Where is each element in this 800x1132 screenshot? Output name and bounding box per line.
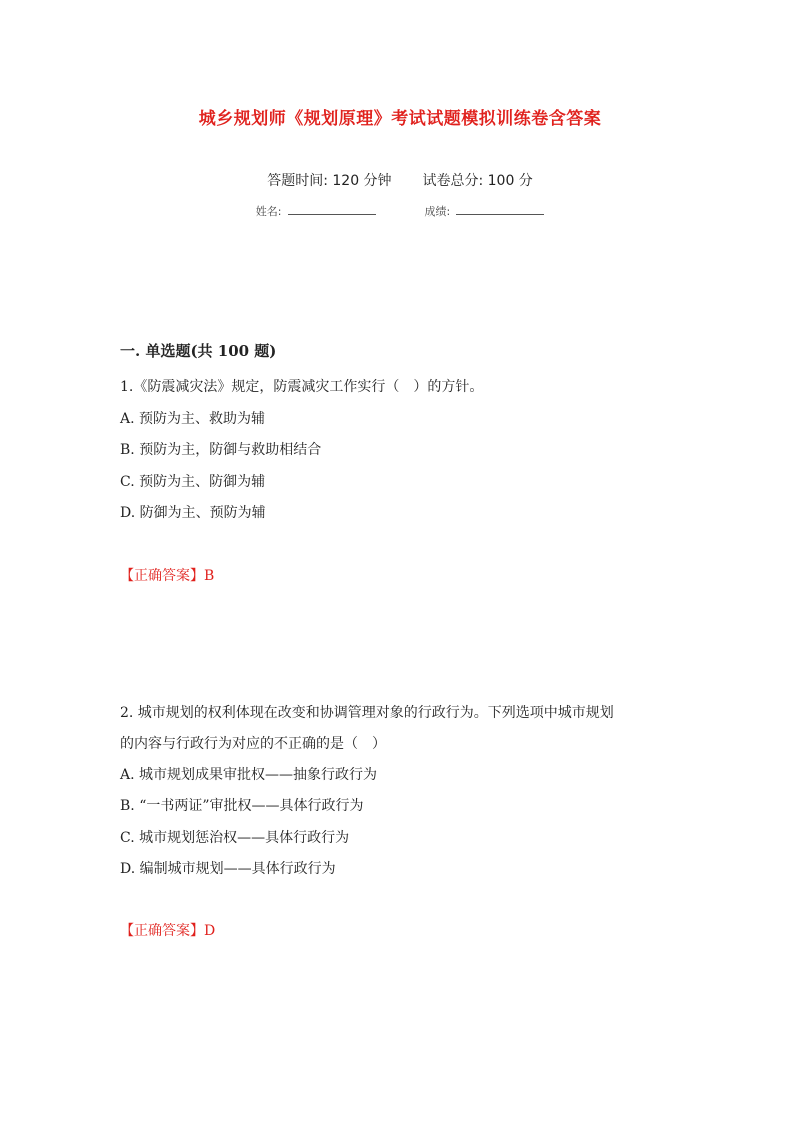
exam-meta	[0, 170, 800, 190]
question-2-option-c: C. 城市规划惩治权——具体行政行为	[120, 830, 350, 846]
question-2-answer: 【正确答案】D	[120, 923, 216, 939]
student-info	[0, 203, 800, 219]
question-2-option-a: A. 城市规划成果审批权——抽象行政行为	[120, 767, 378, 783]
question-2-option-b: B. “一书两证”审批权——具体行政行为	[120, 798, 364, 814]
question-1-option-a: A. 预防为主、救助为辅	[120, 411, 266, 427]
question-1-answer: 【正确答案】B	[120, 568, 215, 584]
name-label: 姓名:	[255, 205, 282, 218]
question-1-option-b: B. 预防为主，防御与救助相结合	[120, 442, 322, 458]
time-value: 120 分钟	[332, 173, 392, 189]
question-2-stem-line-1: 2. 城市规划的权利体现在改变和协调管理对象的行政行为。下列选项中城市规划	[120, 705, 614, 721]
question-1-option-c: C. 预防为主、防御为辅	[120, 474, 266, 490]
question-2-stem-line-2: 的内容与行政行为对应的不正确的是（ ）	[120, 736, 386, 752]
section-title: 一. 单选题(共 100 题)	[120, 342, 277, 360]
page-title: 城乡规划师《规划原理》考试试题模拟训练卷含答案	[198, 109, 602, 129]
grade-blank	[456, 203, 544, 215]
question-1-stem: 1.《防震减灾法》规定，防震减灾工作实行（ ）的方针。	[120, 379, 484, 395]
score-value: 100 分	[487, 173, 533, 189]
question-2-option-d: D. 编制城市规划——具体行政行为	[120, 861, 336, 877]
question-1-option-d: D. 防御为主、预防为辅	[120, 505, 266, 521]
score-label: 试卷总分:	[422, 173, 484, 189]
time-label: 答题时间:	[267, 173, 328, 189]
grade-label: 成绩:	[424, 205, 451, 218]
name-blank	[288, 203, 376, 215]
